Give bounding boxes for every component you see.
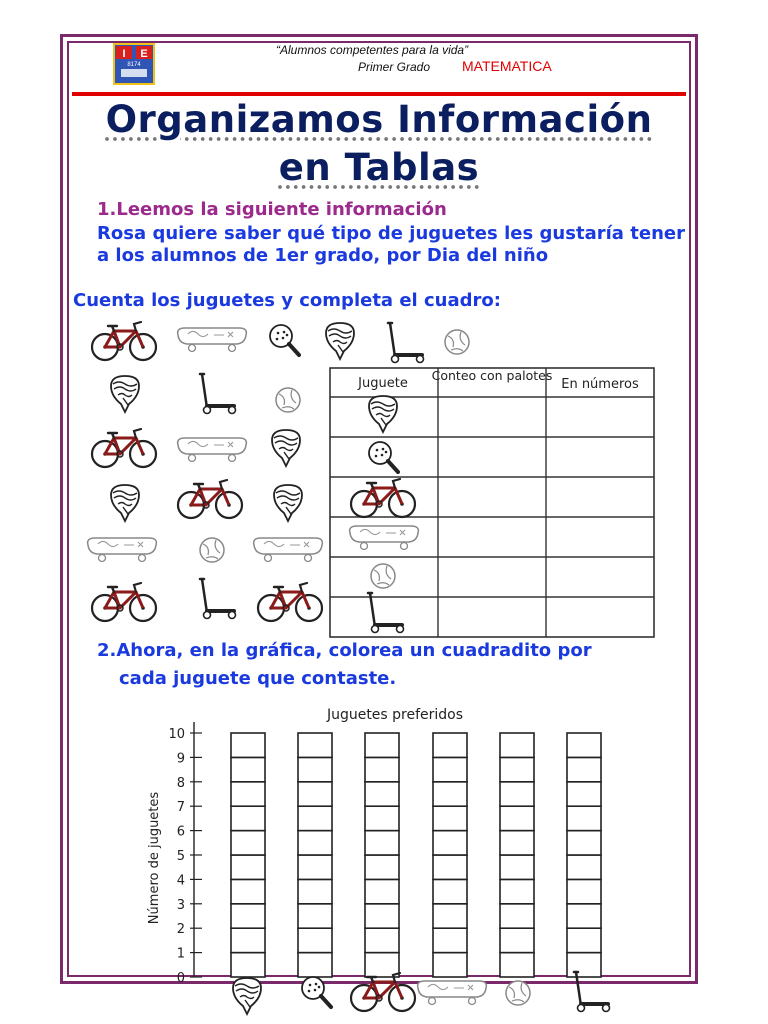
bar-columns [231, 733, 601, 977]
bar-cell[interactable] [500, 733, 534, 757]
bar-cell[interactable] [298, 782, 332, 806]
x-axis-icons [233, 972, 610, 1014]
scooter-icon [200, 579, 236, 619]
ball-icon [445, 330, 469, 354]
bar-cell[interactable] [298, 806, 332, 830]
table-row-racket-icon [369, 442, 398, 472]
bar-cell[interactable] [433, 733, 467, 757]
bar-cell[interactable] [567, 855, 601, 879]
bar-cell[interactable] [231, 953, 265, 977]
bar-cell[interactable] [567, 904, 601, 928]
x-label-skateboard-icon [418, 981, 487, 1005]
bar-column-patineta[interactable] [433, 733, 467, 977]
x-label-racket-icon [302, 977, 331, 1007]
bike-icon [92, 429, 156, 467]
spinning-top-icon [111, 485, 139, 521]
table-row-bike-icon [351, 479, 415, 517]
bar-cell[interactable] [365, 879, 399, 903]
bar-cell[interactable] [567, 831, 601, 855]
skateboard-icon [88, 538, 157, 562]
y-tick-label: 10 [168, 727, 185, 742]
table-row-ball-icon [371, 564, 395, 588]
bar-cell[interactable] [231, 855, 265, 879]
bar-cell[interactable] [298, 855, 332, 879]
bar-cell[interactable] [500, 806, 534, 830]
y-tick-label: 7 [176, 800, 185, 816]
section1-text: Rosa quiere saber qué tipo de juguetes les gustaría tener a los alumnos de 1er grado, por Dia del niño [97, 223, 685, 266]
bar-cell[interactable] [500, 953, 534, 977]
bar-column-scooter[interactable] [567, 733, 601, 977]
bar-cell[interactable] [567, 782, 601, 806]
bar-cell[interactable] [433, 928, 467, 952]
bar-cell[interactable] [567, 879, 601, 903]
bar-cell[interactable] [231, 928, 265, 952]
bar-cell[interactable] [365, 904, 399, 928]
bar-column-bicicleta[interactable] [365, 733, 399, 977]
chart-title: Juguetes preferidos [326, 707, 464, 723]
section2-line-1: 2.Ahora, en la gráfica, colorea un cuadradito por [97, 640, 592, 661]
bike-icon [92, 322, 156, 360]
y-tick-label: 0 [176, 971, 185, 986]
ball-icon [200, 538, 224, 562]
bar-cell[interactable] [433, 757, 467, 781]
logo-letter-e: E [140, 48, 148, 60]
bar-cell[interactable] [500, 782, 534, 806]
y-tick-label: 8 [176, 775, 185, 791]
bar-cell[interactable] [433, 782, 467, 806]
bar-cell[interactable] [365, 806, 399, 830]
bar-cell[interactable] [500, 928, 534, 952]
bar-cell[interactable] [231, 757, 265, 781]
bar-column-pelota[interactable] [500, 733, 534, 977]
y-tick-label: 5 [176, 849, 185, 864]
title-line-2: en Tablas [278, 146, 480, 189]
bar-cell[interactable] [500, 879, 534, 903]
scooter-icon [388, 323, 424, 363]
ball-icon [276, 388, 300, 412]
bar-cell[interactable] [298, 831, 332, 855]
y-tick-label: 3 [176, 897, 185, 913]
table-row-top-icon [369, 396, 397, 432]
logo-number: 8174 [127, 62, 141, 68]
y-tick-label: 4 [176, 873, 185, 889]
bar-cell[interactable] [433, 879, 467, 903]
spinning-top-icon [272, 430, 300, 466]
bar-cell[interactable] [567, 757, 601, 781]
bar-cell[interactable] [365, 855, 399, 879]
bar-cell[interactable] [298, 904, 332, 928]
bar-cell[interactable] [298, 733, 332, 757]
bar-cell[interactable] [567, 928, 601, 952]
bike-icon [258, 583, 322, 621]
bike-icon [92, 583, 156, 621]
bar-cell[interactable] [365, 928, 399, 952]
bar-column-trompo[interactable] [231, 733, 265, 977]
x-label-ball-icon [506, 981, 530, 1005]
subject-text: MATEMATICA [462, 58, 552, 74]
bar-cell[interactable] [567, 733, 601, 757]
bar-cell[interactable] [500, 757, 534, 781]
bar-cell[interactable] [298, 953, 332, 977]
table-row-scooter-icon [368, 593, 404, 633]
bar-cell[interactable] [567, 806, 601, 830]
x-label-top-icon [233, 978, 261, 1014]
bar-cell[interactable] [500, 904, 534, 928]
bar-cell[interactable] [433, 855, 467, 879]
bar-cell[interactable] [500, 855, 534, 879]
toy-collection [88, 322, 469, 621]
table-header-tally-line-1: Conteo con palotes [431, 368, 553, 383]
section2-line-2: cada juguete que contaste. [119, 668, 397, 689]
y-tick-label: 6 [176, 824, 185, 840]
motto-text: “Alumnos competentes para la vida” [276, 43, 469, 57]
bar-cell[interactable] [433, 831, 467, 855]
title-line-1: Organizamos Información [105, 98, 653, 141]
y-ticks [168, 727, 202, 986]
chart-ylabel: Número de juguetes [147, 791, 162, 925]
x-label-bike-icon [351, 973, 415, 1011]
bar-cell[interactable] [231, 782, 265, 806]
bar-cell[interactable] [433, 806, 467, 830]
x-label-scooter-icon [574, 972, 610, 1012]
bar-cell[interactable] [298, 757, 332, 781]
bar-cell[interactable] [365, 757, 399, 781]
y-tick-label: 2 [176, 922, 185, 938]
bar-cell[interactable] [433, 904, 467, 928]
bar-cell[interactable] [231, 879, 265, 903]
section1-heading: 1.Leemos la siguiente información [97, 199, 447, 220]
racket-icon [270, 325, 299, 355]
bar-cell[interactable] [298, 879, 332, 903]
count-table [330, 368, 654, 637]
bar-cell[interactable] [298, 928, 332, 952]
bar-cell[interactable] [231, 806, 265, 830]
logo-letter-i: I [122, 48, 126, 60]
bar-cell[interactable] [365, 831, 399, 855]
scooter-icon [200, 374, 236, 414]
bar-cell[interactable] [365, 782, 399, 806]
table-header-tally [432, 368, 553, 383]
spinning-top-icon [326, 323, 354, 359]
y-tick-label: 1 [176, 946, 185, 962]
instruction-text: Cuenta los juguetes y completa el cuadro: [73, 290, 501, 311]
bar-cell[interactable] [567, 953, 601, 977]
bar-cell[interactable] [231, 831, 265, 855]
bike-icon [178, 480, 242, 518]
bar-cell[interactable] [231, 904, 265, 928]
table-header-toy: Juguete [358, 376, 408, 391]
skateboard-icon [178, 328, 247, 352]
bar-cell[interactable] [500, 831, 534, 855]
bar-cell[interactable] [231, 733, 265, 757]
bar-chart [147, 707, 610, 1014]
bar-column-raqueta[interactable] [298, 733, 332, 977]
skateboard-icon [254, 538, 323, 562]
spinning-top-icon [274, 485, 302, 521]
bar-cell[interactable] [365, 733, 399, 757]
spinning-top-icon [111, 376, 139, 412]
bar-cell[interactable] [433, 953, 467, 977]
y-tick-label: 9 [176, 751, 185, 767]
grade-text: Primer Grado [358, 60, 431, 74]
skateboard-icon [178, 438, 247, 462]
bar-cell[interactable] [365, 953, 399, 977]
table-header-numbers: En números [561, 377, 639, 392]
table-row-skateboard-icon [350, 526, 419, 550]
